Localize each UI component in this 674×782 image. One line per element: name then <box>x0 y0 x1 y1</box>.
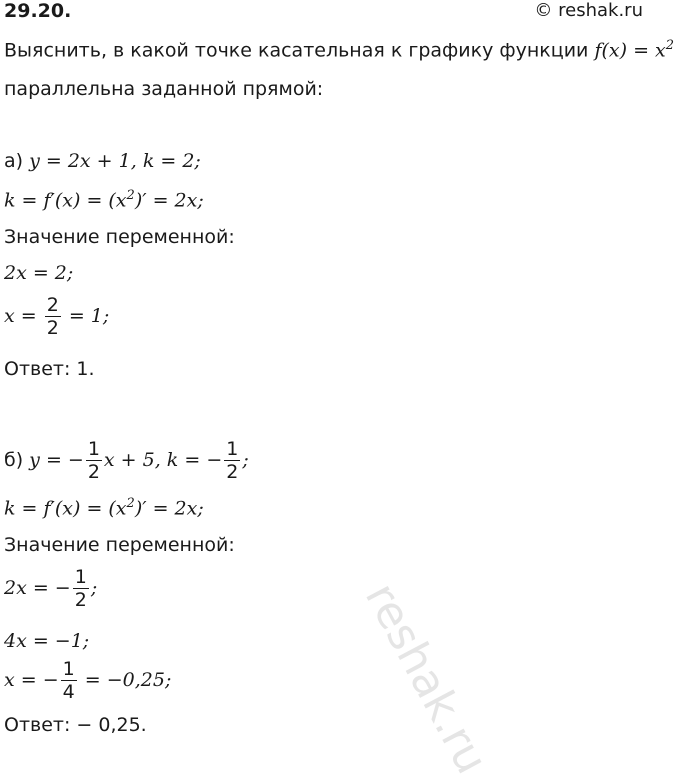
part-b-step-2-text: 4x = −1; <box>4 630 90 652</box>
function-formula: f(x) = x <box>594 39 666 62</box>
part-a-step-2-lhs: x = <box>4 305 43 327</box>
part-b-answer: Ответ: − 0,25. <box>4 714 147 736</box>
part-b-step-3-lhs: x = − <box>4 669 59 691</box>
part-b-step-1-num: 1 <box>74 566 87 588</box>
part-b-step-3 <box>4 658 171 703</box>
part-b-eq-end: ; <box>242 449 249 471</box>
part-a-label: а) <box>4 150 30 172</box>
part-b-step-3-rhs: = −0,25; <box>78 669 172 691</box>
part-b-derivative-start: k = f′(x) = (x <box>4 497 127 520</box>
part-a-fraction <box>45 294 61 339</box>
part-b-step-3-fraction <box>61 658 77 703</box>
part-a-fraction-den: 2 <box>46 317 59 339</box>
part-b-label: б) <box>4 449 30 471</box>
part-a-answer: Ответ: 1. <box>4 358 95 380</box>
part-a-value-heading: Значение переменной: <box>4 226 235 248</box>
statement-line-2: параллельна заданной прямой: <box>4 78 324 100</box>
part-a-derivative-end: )′ = 2x; <box>134 189 204 212</box>
part-a-derivative-exp: 2 <box>126 188 135 203</box>
part-a-step-1-text: 2x = 2; <box>4 262 74 284</box>
statement-text: Выяснить, в какой точке касательная к графику функции <box>4 39 595 62</box>
part-b-step-3-num: 1 <box>62 658 75 680</box>
part-a-equation <box>4 150 201 172</box>
part-b-eq-lhs: y = − <box>29 449 84 471</box>
part-b-step-2 <box>4 630 89 652</box>
part-b-fraction-2-num: 1 <box>226 438 239 460</box>
part-b-value-heading: Значение переменной: <box>4 534 235 556</box>
part-b-fraction-1 <box>86 438 102 483</box>
part-b-step-1-lhs: 2x = − <box>4 577 71 599</box>
site-credit: © reshak.ru <box>534 0 643 21</box>
part-a-fraction-num: 2 <box>46 294 59 316</box>
watermark: reshak.ru <box>354 575 498 782</box>
part-b-fraction-2 <box>224 438 240 483</box>
part-b-equation <box>4 438 249 483</box>
problem-number: 29.20. <box>4 0 72 22</box>
part-b-fraction-2-den: 2 <box>226 461 239 483</box>
part-b-derivative-end: )′ = 2x; <box>134 497 204 520</box>
statement-line-1 <box>4 38 674 61</box>
part-a-step-2-rhs: = 1; <box>62 305 110 327</box>
function-exponent: 2 <box>665 38 674 53</box>
part-b-derivative-exp: 2 <box>126 496 135 511</box>
part-a-eq: y = 2x + 1, k = 2; <box>29 150 201 172</box>
part-b-step-1-den: 2 <box>74 589 87 611</box>
part-a-derivative-start: k = f′(x) = (x <box>4 189 127 212</box>
part-a-step-2 <box>4 294 109 339</box>
part-a-derivative <box>4 188 204 211</box>
part-b-fraction-1-den: 2 <box>87 461 100 483</box>
part-b-fraction-1-num: 1 <box>87 438 100 460</box>
part-b-eq-mid: x + 5, k = − <box>103 449 223 471</box>
part-b-step-3-den: 4 <box>62 681 75 703</box>
part-b-step-1 <box>4 566 97 611</box>
part-b-derivative <box>4 496 204 519</box>
part-b-step-1-end: ; <box>90 577 98 599</box>
part-b-step-1-fraction <box>73 566 89 611</box>
part-a-step-1 <box>4 262 73 284</box>
